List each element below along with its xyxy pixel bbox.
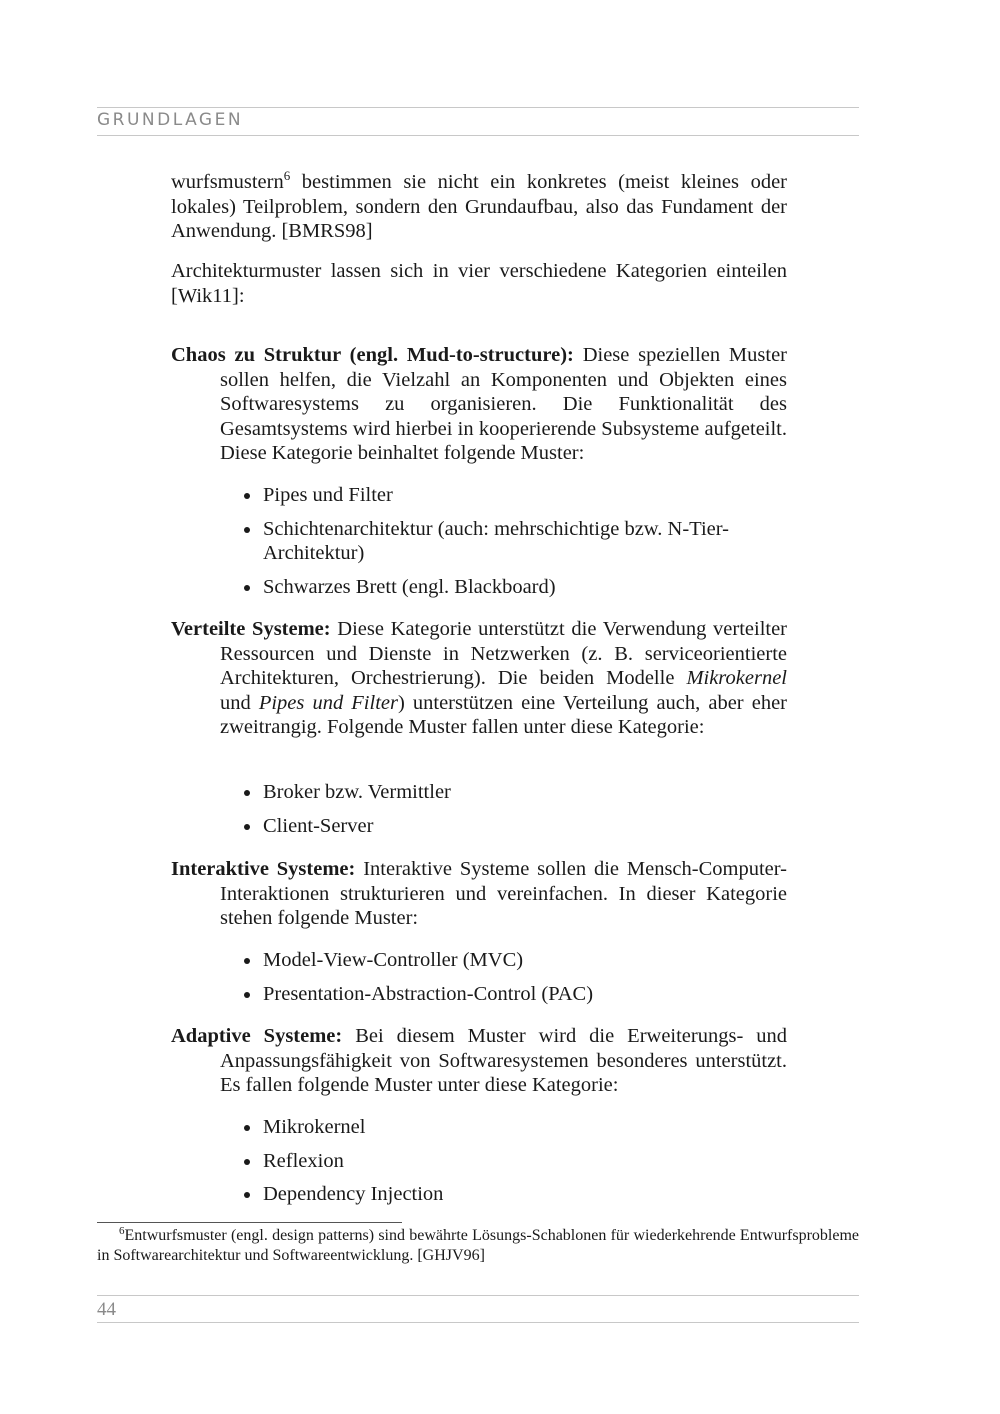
footnote-reference[interactable]: 6: [283, 168, 291, 183]
category-interaktive-systeme: [171, 857, 787, 931]
category-term: Adaptive Systeme:: [171, 1025, 343, 1047]
categories-intro-paragraph: [171, 259, 787, 308]
pattern-list-verteilt: [244, 780, 744, 838]
category-verteilte-systeme: Verteilte Systeme: Diese Kategorie unterstützt die Verwendung verteilter Ressourcen und Dienste in Netzwerken (z. B. serviceorientierte Architekturen, Orchestrierung). Die beiden Modelle Mikrokernel und Pipes und Filter) unterstützen eine Verteilung auch, aber eher zweitrangig. Folgende Muster fallen unter diese Kategorie:: [171, 618, 788, 738]
intro-text-start: wurfsmustern: [171, 171, 284, 193]
bullet-icon: [244, 585, 250, 591]
header-top-rule: [97, 107, 859, 108]
list-item: Schichtenarchitektur (auch: mehrschichtige bzw. N-Tier-Architektur): [244, 517, 744, 566]
category-term: Chaos zu Struktur (engl. Mud-to-structure):: [171, 344, 574, 366]
bullet-icon: [244, 1125, 250, 1131]
list-item: Model-View-Controller (MVC): [244, 948, 744, 973]
list-item: Client-Server: [244, 814, 744, 839]
list-item: Reflexion: [244, 1149, 744, 1174]
intro-text-rest: bestimmen sie nicht ein konkretes (meist kleines oder lokales) Teilproblem, sondern den Grundaufbau, also das Fundament der Anwendung. [BMRS98]: [171, 171, 787, 242]
bullet-icon: [244, 1192, 250, 1198]
intro-paragraph: [171, 170, 787, 244]
footnote-mark: 6: [119, 1225, 125, 1237]
category-term: Interaktive Systeme:: [171, 858, 356, 880]
category-description: Diese speziellen Muster sollen helfen, die Vielzahl an Komponenten und Objekten eines Softwaresystems zu organisieren. Die Funktionalität des Gesamtsystems wird hierbei in kooperierende Subsysteme aufgeteilt. Diese Kategorie beinhaltet folgende Muster:: [220, 344, 788, 464]
footer-top-rule: [97, 1295, 859, 1296]
bullet-icon: [244, 958, 250, 964]
list-item: Broker bzw. Vermittler: [244, 780, 744, 805]
category-description: Interaktive Systeme sollen die Mensch-Computer-Interaktionen strukturieren und vereinfachen. In dieser Kategorie stehen folgende Muster:: [220, 858, 788, 929]
list-item: Schwarzes Brett (engl. Blackboard): [244, 575, 744, 600]
category-term: Verteilte Systeme:: [171, 618, 331, 640]
list-item: Pipes und Filter: [244, 483, 744, 508]
footnote-rule: [97, 1222, 402, 1223]
list-item: Dependency Injection: [244, 1182, 744, 1207]
bullet-icon: [244, 790, 250, 796]
category-chaos-zu-struktur: [171, 343, 787, 466]
list-item: Presentation-Abstraction-Control (PAC): [244, 982, 744, 1007]
footnote-text: Entwurfsmuster (engl. design patterns) sind bewährte Lösungs-Schablonen für wiederkehrende Entwurfsprobleme in Softwarearchitektur und Softwareentwicklung. [GHJV96]: [97, 1227, 859, 1264]
page-number: 44: [97, 1299, 116, 1320]
header-bottom-rule: [97, 135, 859, 136]
pattern-list-adaptiv: [244, 1115, 744, 1207]
footnote: [97, 1226, 859, 1266]
running-header: GRUNDLAGEN: [97, 110, 244, 130]
list-item: Mikrokernel: [244, 1115, 744, 1140]
category-description: Bei diesem Muster wird die Erweiterungs- und Anpassungsfähigkeit von Softwaresystemen besonderes unterstützt. Es fallen folgende Muster unter diese Kategorie:: [220, 1025, 787, 1096]
bullet-icon: [244, 824, 250, 830]
pattern-list-interaktiv: [244, 948, 744, 1006]
bullet-icon: [244, 493, 250, 499]
category-adaptive-systeme: [171, 1024, 787, 1098]
footer-bottom-rule: [97, 1322, 859, 1323]
bullet-icon: [244, 1159, 250, 1165]
bullet-icon: [244, 992, 250, 998]
bullet-icon: [244, 527, 250, 533]
categories-intro-text: Architekturmuster lassen sich in vier verschiedene Kategorien einteilen [Wik11]:: [171, 260, 787, 307]
pattern-list-chaos: [244, 483, 744, 599]
